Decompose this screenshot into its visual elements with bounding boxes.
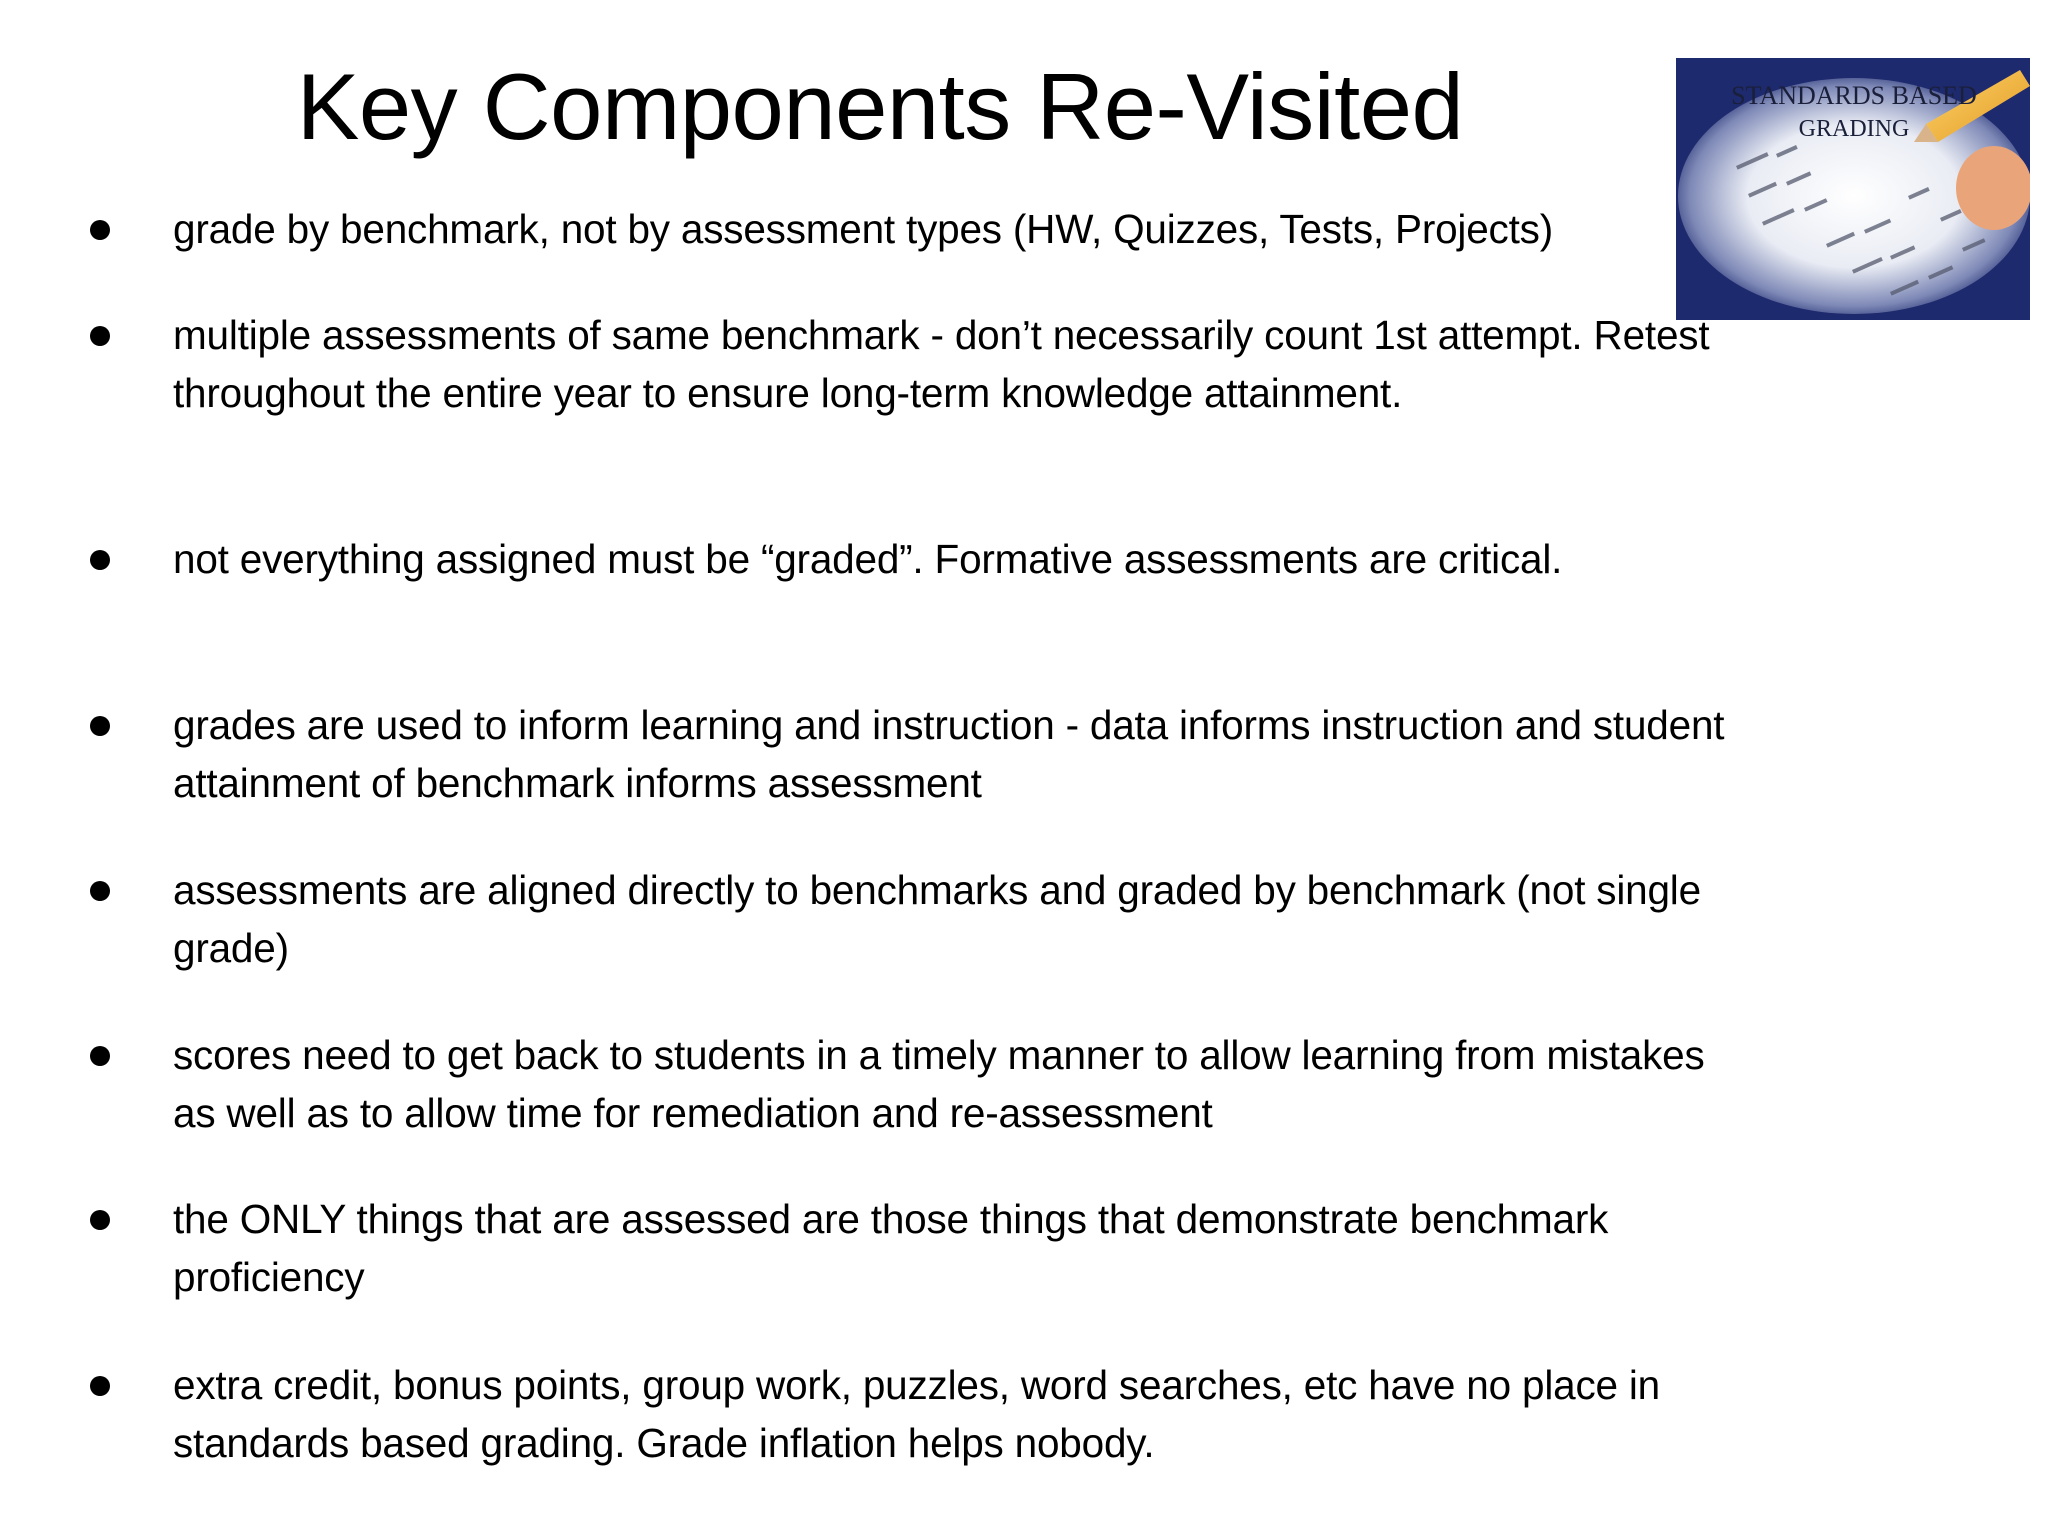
bullet-text: multiple assessments of same benchmark - don’t necessarily count 1st attempt. Retest throughout the entire year to ensure long-term knowledge attainment.: [173, 312, 1710, 416]
bullet-text: the ONLY things that are assessed are those things that demonstrate benchmark proficiency: [173, 1196, 1609, 1300]
slide-title: Key Components Re-Visited: [296, 54, 1464, 159]
bullet-text: grades are used to inform learning and instruction - data informs instruction and student attainment of benchmark informs assessment: [173, 702, 1725, 806]
bullet-dot: [90, 881, 110, 901]
bullet-text: grade by benchmark, not by assessment types (HW, Quizzes, Tests, Projects): [173, 206, 1553, 252]
bullet-text: assessments are aligned directly to benchmarks and graded by benchmark (not single grade): [173, 867, 1701, 971]
bullet-dot: [90, 1376, 110, 1396]
logo-text-line1: STANDARDS BASED: [1731, 81, 1977, 110]
bullet-dot: [90, 550, 110, 570]
bullet-text: not everything assigned must be “graded”. Formative assessments are critical.: [173, 536, 1563, 582]
logo-text-line2: GRADING: [1798, 116, 1910, 142]
standards-based-grading-illustration: [1676, 58, 2030, 320]
bullet-dot: [90, 1210, 110, 1230]
standards-based-grading-image: [1676, 58, 2030, 320]
bullet-text: extra credit, bonus points, group work, puzzles, word searches, etc have no place in standards based grading. Grade inflation helps nobody.: [173, 1362, 1660, 1466]
bullet-dot: [90, 1046, 110, 1066]
bullet-dot: [90, 326, 110, 346]
bullet-dot: [90, 220, 110, 240]
bullet-dot: [90, 716, 110, 736]
hand-shape: [1956, 146, 2030, 230]
bullet-text: scores need to get back to students in a timely manner to allow learning from mistakes as well as to allow time for remediation and re-assessment: [173, 1032, 1705, 1136]
